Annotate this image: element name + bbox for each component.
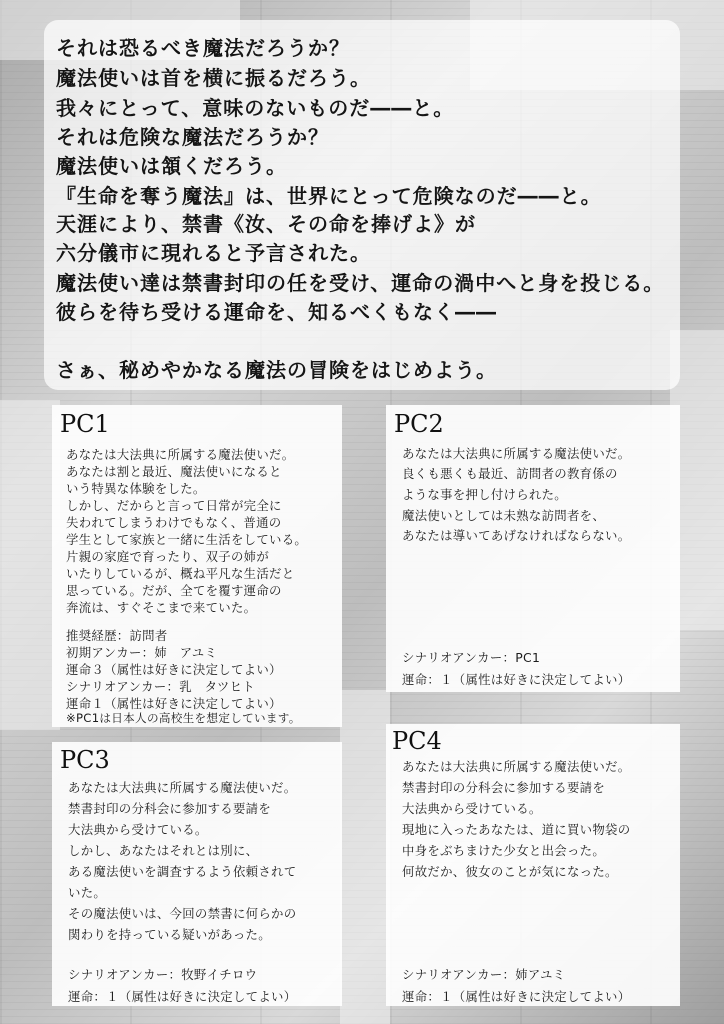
intro-line: 『生命を奪う魔法』は、世界にとって危険なのだ――と。 xyxy=(56,184,602,208)
pc3-line: シナリオアンカー：牧野イチロウ xyxy=(68,967,258,982)
pc3-line: 運命：１（属性は好きに決定してよい） xyxy=(68,989,297,1004)
pc3-line: いた。 xyxy=(68,885,107,900)
pc2-title: PC2 xyxy=(394,410,444,438)
pc1-line: あなたは割と最近、魔法使いになると xyxy=(66,464,282,479)
pc2-line: ような事を押し付けられた。 xyxy=(402,487,567,502)
pc1-note: ※PC1は日本人の高校生を想定しています。 xyxy=(66,711,301,725)
pc1-line: 学生として家族と一緒に生活をしている。 xyxy=(66,532,308,547)
intro-line: 魔法使いは頷くだろう。 xyxy=(56,154,287,178)
pc1-line: いたりしているが、概ね平凡な生活だと xyxy=(66,566,295,581)
pc3-line: その魔法使いは、今回の禁書に何らかの xyxy=(68,906,297,921)
intro-line: 六分儀市に現れると予言された。 xyxy=(56,241,371,265)
background-page xyxy=(340,690,390,1024)
pc2-line: 良くも悪くも最近、訪問者の教育係の xyxy=(402,466,618,481)
pc4-line: シナリオアンカー：姉アユミ xyxy=(402,967,566,982)
pc1-line: 運命３（属性は好きに決定してよい） xyxy=(66,662,282,677)
pc1-title: PC1 xyxy=(60,410,110,438)
intro-line: 天涯により、禁書《汝、その命を捧げよ》が xyxy=(56,212,476,236)
pc1-line: あなたは大法典に所属する魔法使いだ。 xyxy=(66,447,295,462)
pc1-line: 片親の家庭で育ったり、双子の姉が xyxy=(66,549,270,564)
pc1-line: 運命１（属性は好きに決定してよい） xyxy=(66,696,282,711)
intro-line: 彼らを待ち受ける運命を、知るべくもなく―― xyxy=(56,300,497,324)
pc2-line: シナリオアンカー：PC1 xyxy=(402,650,541,665)
pc3-line: 関わりを持っている疑いがあった。 xyxy=(68,927,271,942)
pc2-line: あなたは導いてあげなければならない。 xyxy=(402,528,631,543)
pc1-line: シナリオアンカー：乳 タツヒト xyxy=(66,679,255,694)
pc1-line: 推奨経歴：訪問者 xyxy=(66,628,168,643)
intro-line: それは危険な魔法だろうか？ xyxy=(56,125,329,149)
intro-line: 我々にとって、意味のないものだ――と。 xyxy=(56,96,455,120)
pc3-title: PC3 xyxy=(60,746,110,774)
pc1-line: しかし、だからと言って日常が完全に xyxy=(66,498,282,513)
pc4-line: あなたは大法典に所属する魔法使いだ。 xyxy=(402,759,631,774)
background-page xyxy=(0,400,60,730)
intro-line: それは恐るべき魔法だろうか？ xyxy=(56,36,350,60)
pc3-line: ある魔法使いを調査するよう依頼されて xyxy=(68,864,297,879)
pc1-line: 思っている。だが、全てを覆す運命の xyxy=(66,583,282,598)
pc2-line: あなたは大法典に所属する魔法使いだ。 xyxy=(402,446,631,461)
pc4-line: 何故だか、彼女のことが気になった。 xyxy=(402,864,618,879)
intro-line: 魔法使いは首を横に振るだろう。 xyxy=(56,66,371,90)
pc2-line: 魔法使いとしては未熟な訪問者を、 xyxy=(402,508,606,523)
pc4-line: 大法典から受けている。 xyxy=(402,801,542,816)
pc3-line: 大法典から受けている。 xyxy=(68,822,208,837)
intro-line: 魔法使い達は禁書封印の任を受け、運命の渦中へと身を投じる。 xyxy=(56,271,665,295)
pc4-line: 現地に入ったあなたは、道に買い物袋の xyxy=(402,822,631,837)
pc1-line: 初期アンカー：姉 アユミ xyxy=(66,645,218,660)
pc3-line: しかし、あなたはそれとは別に、 xyxy=(68,843,259,858)
intro-closing-line: さぁ、秘めやかなる魔法の冒険をはじめよう。 xyxy=(56,358,497,382)
pc4-title: PC4 xyxy=(392,727,442,755)
pc4-line: 禁書封印の分科会に参加する要請を xyxy=(402,780,606,795)
pc1-line: いう特異な体験をした。 xyxy=(66,481,206,496)
pc4-line: 運命：１（属性は好きに決定してよい） xyxy=(402,989,631,1004)
pc3-line: あなたは大法典に所属する魔法使いだ。 xyxy=(68,780,297,795)
pc4-line: 中身をぶちまけた少女と出会った。 xyxy=(402,843,606,858)
pc1-line: 奔流は、すぐそこまで来ていた。 xyxy=(66,600,257,615)
pc2-line: 運命：１（属性は好きに決定してよい） xyxy=(402,672,631,687)
pc3-line: 禁書封印の分科会に参加する要請を xyxy=(68,801,272,816)
pc1-line: 失われてしまうわけでもなく、普通の xyxy=(66,515,282,530)
